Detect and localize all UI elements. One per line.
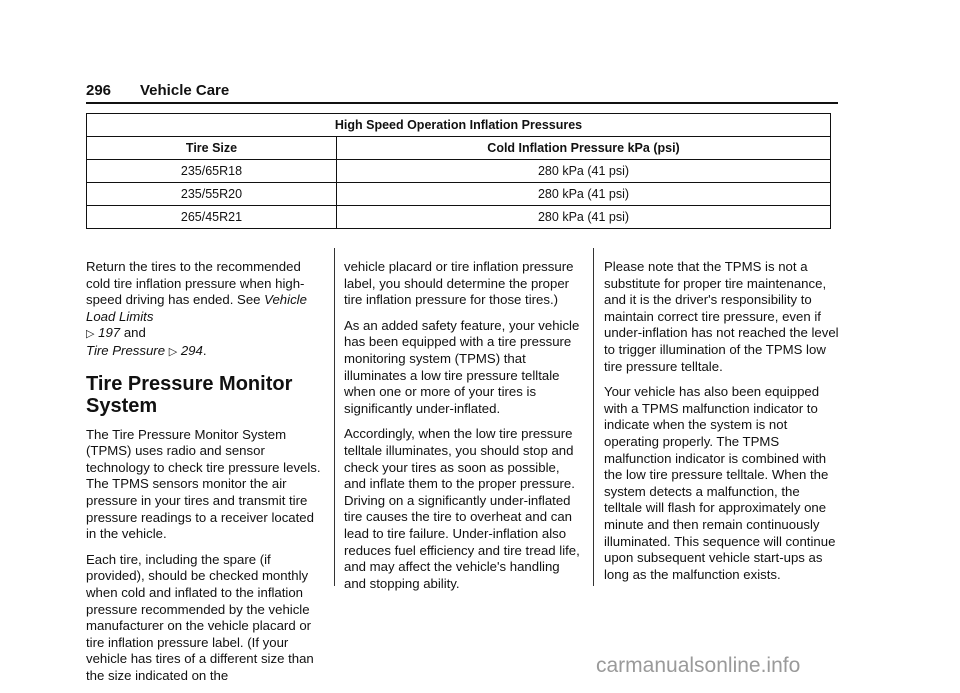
paragraph-text: . <box>202 342 207 358</box>
table-row <box>87 183 831 206</box>
header-rule <box>86 102 838 104</box>
cell-pressure: 280 kPa (41 psi) <box>337 183 831 206</box>
paragraph: As an added safety feature, your vehicle has been equipped with a tire pressure monitoring system (TPMS) that illuminates a low tire pressure telltale when one or more of your tires is significantly under-inflated. <box>344 317 580 416</box>
cell-tire-size: 235/55R20 <box>87 183 337 206</box>
link-vehicle-load-limits[interactable]: Vehicle Load Limits <box>86 292 307 324</box>
paragraph: Your vehicle has also been equipped with a TPMS malfunction indicator to indicate when the system is not operating properly. The TPMS malfunction indicator is combined with the low tire pressure telltale. When the system detects a malfunction, the telltale will flash for approximately one minute and then remain continuously illuminated. This sequence will continue upon subsequent vehicle start-ups as long as the malfunction exists. <box>604 384 836 582</box>
page-header <box>86 82 838 104</box>
section-heading: Tire Pressure Monitor System <box>86 372 293 417</box>
link-tire-pressure[interactable]: Tire Pressure <box>86 342 166 358</box>
column-divider <box>593 248 594 586</box>
paragraph: Each tire, including the spare (if provided), should be checked monthly when cold and inflated to the inflation pressure recommended by the vehicle manufacturer on the vehicle placard or tire inflation pressure label. (If your vehicle has tires of a different size than the size indicated on the <box>86 551 314 683</box>
text-column-3 <box>604 259 840 592</box>
paragraph-text: and <box>123 325 146 341</box>
table-title: High Speed Operation Inflation Pressures <box>87 114 831 137</box>
watermark: carmanualsonline.info <box>596 654 801 677</box>
text-column-1 <box>86 259 321 693</box>
table-row <box>87 206 831 229</box>
paragraph-text: Return the tires to the recommended cold tire inflation pressure when high-speed driving has ended. See <box>86 259 305 308</box>
paragraph: Accordingly, when the low tire pressure telltale illuminates, you should stop and check your tires as soon as possible, and inflate them to the proper pressure. Driving on a significantly under-inflated tire causes the tire to overheat and can lead to tire failure. Under-inflation also reduces fuel efficiency and tire tread life, and may affect the vehicle's handling and stopping ability. <box>344 426 580 591</box>
column-header-pressure: Cold Inflation Pressure kPa (psi) <box>337 137 831 160</box>
paragraph: The Tire Pressure Monitor System (TPMS) uses radio and sensor technology to check tire pressure levels. The TPMS sensors monitor the air pressure in your tires and transmit tire pressure readings to a receiver located in the vehicle. <box>86 426 321 542</box>
text-column-2 <box>344 259 580 601</box>
cell-tire-size: 235/65R18 <box>87 160 337 183</box>
paragraph <box>86 259 321 361</box>
cell-pressure: 280 kPa (41 psi) <box>337 160 831 183</box>
page-number: 296 <box>86 82 112 99</box>
page-ref-197[interactable]: 197 <box>98 325 121 341</box>
cell-tire-size: 265/45R21 <box>87 206 337 229</box>
inflation-pressure-table <box>86 113 831 229</box>
cell-pressure: 280 kPa (41 psi) <box>337 206 831 229</box>
page-reference-icon: ▷ <box>168 345 178 358</box>
page-reference-icon: ▷ <box>86 328 95 341</box>
section-title: Vehicle Care <box>140 82 230 99</box>
column-divider <box>334 248 335 586</box>
paragraph: vehicle placard or tire inflation pressure label, you should determine the proper tire inflation pressure for those tires.) <box>344 259 574 308</box>
page-ref-294[interactable]: 294 <box>180 342 203 358</box>
paragraph: Please note that the TPMS is not a substitute for proper tire maintenance, and it is the driver's responsibility to maintain correct tire pressure, even if under-inflation has not reached the level to trigger illumination of the TPMS low tire pressure telltale. <box>604 259 839 374</box>
table-row <box>87 160 831 183</box>
column-header-tire-size: Tire Size <box>87 137 337 160</box>
